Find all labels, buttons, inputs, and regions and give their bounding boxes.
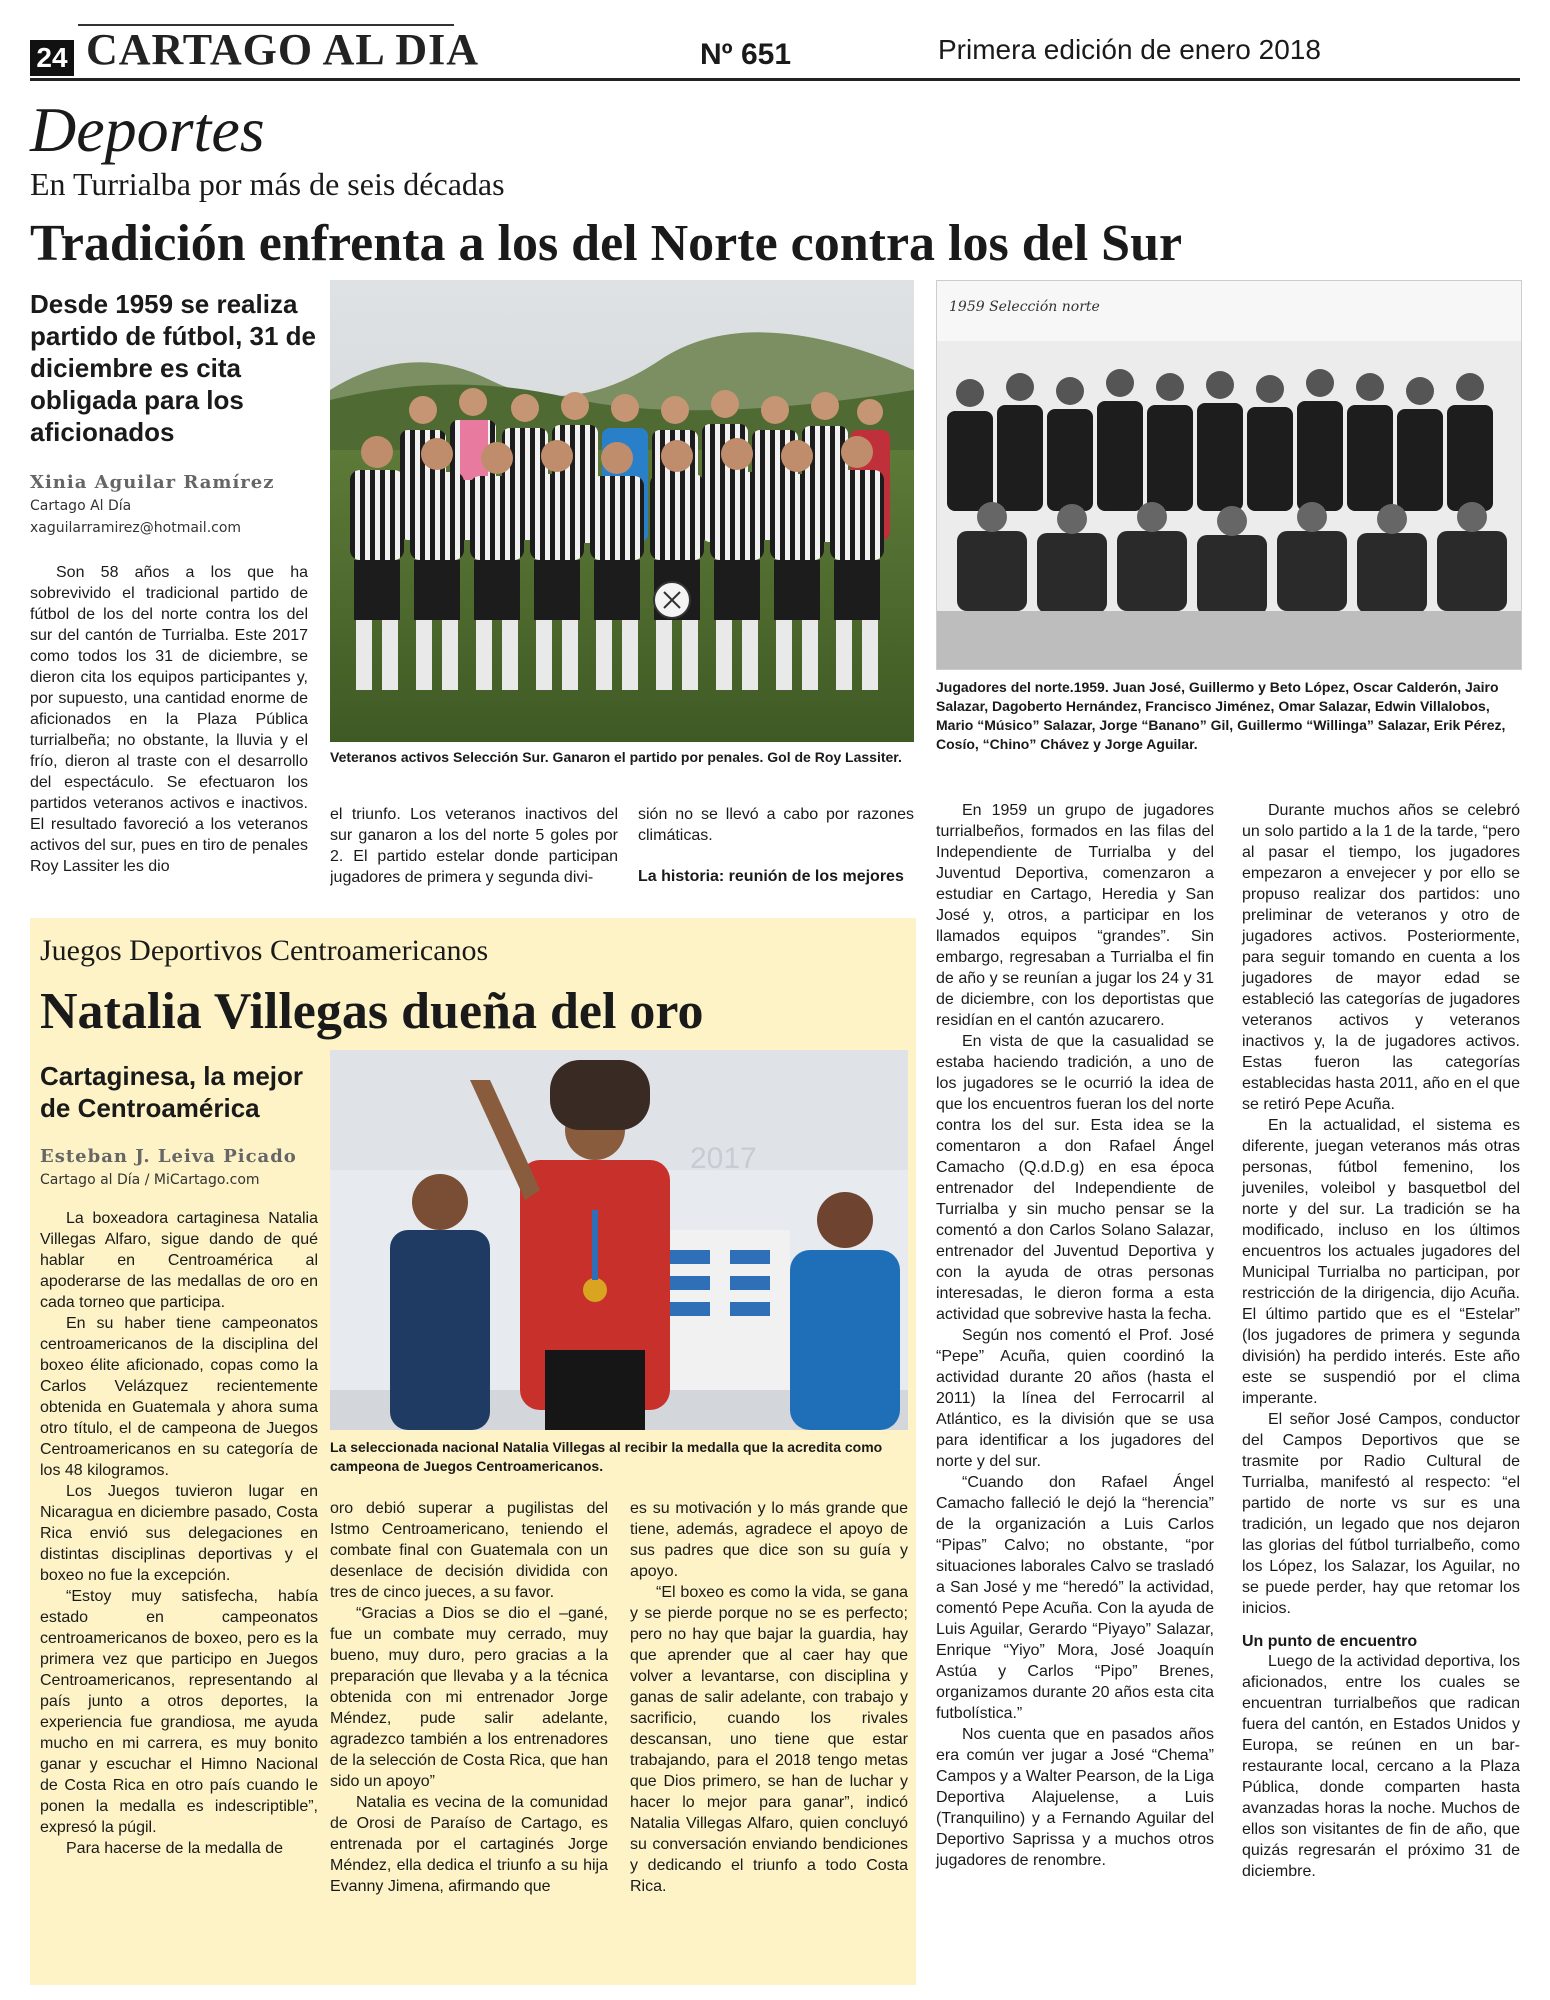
team-photo-sur-caption: Veteranos activos Selección Sur. Ganaron el partido por penales. Gol de Roy Lassiter. [330,749,902,765]
article1-paragraph: el triunfo. Los veteranos inactivos del sur ganaron a los del norte 5 goles por 2. El partido estelar donde participan jugadores de primera y segunda divi- [330,806,618,886]
article1-paragraph: Nos cuenta que en pasados años era común ver jugar a José “Chema” Campos y a Walter Pearson, de la Liga Deportiva Alajuelense, a Luis (Tranquilino) y a Fernando Aguilar del Deportivo Saprissa y a muchos otros jugadores de renombre. [936,1726,1214,1869]
section-subtitle: En Turrialba por más de seis décadas [30,166,505,202]
article1-email: xaguilarramirez@hotmail.com [30,520,242,536]
article2-deck: Cartaginesa, la mejor de Centroamérica [40,1061,303,1123]
article1-outlet: Cartago Al Día [30,498,132,514]
article2-paragraph: Para hacerse de la medalla de [66,1840,284,1857]
article1-deck: Desde 1959 se realiza partido de fútbol, 31 de diciembre es cita obligada para los aficionados [30,289,317,447]
article2-column-2 [330,1498,608,1897]
article2-column-1 [40,1208,318,1859]
article2-kicker: Juegos Deportivos Centroamericanos [40,934,489,967]
article1-paragraph: sión no se llevó a cabo por razones climáticas. [638,806,914,844]
article1-paragraph: Durante muchos años se celebró un solo partido a la 1 de la tarde, “pero al pasar el tiempo, los jugadores empezaron a envejecer y por ello se propuso realizar dos partidos: uno preliminar de veteranos y otro de jugadores activos. Posteriormente, para seguir tomando en cuenta a los jugadores de mayor edad se estableció las categorías de jugadores veteranos activos y veteranos inactivos y, la de jugadores activos. Estas fueron las categorías establecidas hasta 2011, año en el que se retiró Pepe Acuña. [1242,802,1520,1113]
team-photo-sur [330,280,914,742]
article1-headline: Tradición enfrenta a los del Norte contra los del Sur [30,215,1183,272]
podium-photo-caption: La seleccionada nacional Natalia Villegas al recibir la medalla que la acredita como campeona de Juegos Centroamericanos. [330,1439,883,1474]
article2-outlet: Cartago al Día / MiCartago.com [40,1172,260,1188]
edition-date: Primera edición de enero 2018 [938,34,1321,65]
article1-paragraph: El señor José Campos, conductor del Campos Deportivos que se trasmite por Radio Cultural de Turrialba, manifestó al respecto: “el partido de norte vs sur es una tradición, un legado que nos dejaron las glorias del fútbol turrialbeño, como los López, los Salazar, los Aguilar, no se puede perder, hay que retomar los inicios. [1242,1411,1520,1617]
page-number: 24 [30,40,74,76]
article2-paragraph: Los Juegos tuvieron lugar en Nicaragua en diciembre pasado, Costa Rica envió sus delegaciones en distintas disciplinas deportivas y el boxeo no fue la excepción. [40,1483,318,1584]
podium-photo [330,1050,908,1430]
photo-1959-inscription: 1959 Selección norte [949,299,1100,315]
team-photo-1959 [936,280,1522,670]
article1-paragraph: En la actualidad, el sistema es diferente, juegan veteranos más otras personas, fútbol femenino, los juveniles, voleibol y basquetbol del norte y del sur. La tradición se ha modificado, incluso en los últimos encuentros los actuales jugadores del Municipal Turrialba no participan, por restricción de la dirigencia, dijo Acuña. El último partido que es el “Estelar” (los jugadores de primera y segunda división) ha perdido interés. Este año este se suspendió por el clima imperante. [1242,1117,1520,1407]
article2-paragraph: En su haber tiene campeonatos centroamericanos de la disciplina del boxeo élite aficionado, copas como la Carlos Velázquez recientemente obtenida en Guatemala y ahora suma otro título, el de campeona de Juegos Centroamericanos en su categoría de los 48 kilogramos. [40,1315,318,1479]
article2-paragraph: “Estoy muy satisfecha, había estado en campeonatos centroamericanos de boxeo, pero es la primera vez que participo en Juegos Centroamericanos, representando al país junto a otros deportes, la experiencia fue grandiosa, me ayuda mucho en mi carrera, es muy bonito ganar y escuchar el Himno Nacional de Costa Rica en otro país cuando le ponen la medalla es indescriptible”, expresó la púgil. [40,1588,318,1836]
header-rule [30,78,1520,81]
article2-paragraph: es su motivación y lo más grande que tiene, además, agradece el apoyo de sus padres que dice son su guía y apoyo. [630,1500,908,1580]
article1-column-1 [30,562,308,908]
masthead-logo: CARTAGO AL DIA [86,25,480,74]
article2-headline: Natalia Villegas dueña del oro [40,983,704,1040]
article1-subhead-history: La historia: reunión de los mejores [638,868,904,885]
article1-column-5 [1242,800,1520,1882]
article2-paragraph: “El boxeo es como la vida, se gana y se pierde porque no se es perfecto; pero no hay que bajar la guardia, hay que aprender que al caer hay que volver a levantarse, con disciplina y ganas de salir adelante, con trabajo y sacrificio, cuando los rivales descansan, uno tiene que estar trabajando, para el 2018 tengo metas que Dios primero, se han de luchar y hacer lo mejor para ganar”, indicó Natalia Villegas Alfaro, quien concluyó su conversación enviando bendiciones y dedicando el triunfo a todo Costa Rica. [630,1584,908,1895]
team-photo-1959-caption: Jugadores del norte.1959. Juan José, Guillermo y Beto López, Oscar Calderón, Jairo Salazar, Dagoberto Hernández, Francisco Jiménez, Omar Salazar, Edwin Villalobos, Mario “Músico” Salazar, Jorge “Banano” Gil, Guillermo “Willinga” Salazar, Erik Pérez, Cosío, “Chino” Chávez y Jorge Aguilar. [936,679,1506,752]
article1-column-3 [638,804,914,886]
article1-paragraph: Luego de la actividad deportiva, los aficionados, entre los cuales se encuentran turrialbeños que radican fuera del cantón, en Estados Unidos y Europa, se reúnen en un bar-restaurante local, cercano a la Plaza Pública, donde comparten hasta avanzadas horas la noche. Muchos de ellos son visitantes de fin de año, que quizás regresarán el próximo 31 de diciembre. [1242,1653,1520,1880]
article1-subhead-meeting: Un punto de encuentro [1242,1633,1418,1650]
article2-author: Esteban J. Leiva Picado [40,1146,297,1167]
article1-paragraph: Son 58 años a los que ha sobrevivido el tradicional partido de fútbol de los del norte contra los del sur del cantón de Turrialba. Este 2017 como todos los 31 de diciembre, se dieron cita los equipos participantes y, por supuesto, una cantidad enorme de aficionados en la Plaza Pública turrialbeña; no obstante, la lluvia y el frío, dieron al traste con el desarrollo del espectáculo. Se efectuaron los partidos veteranos activos e inactivos. El resultado favoreció a los veteranos activos del sur, pues en tiro de penales Roy Lassiter les dio [30,564,308,875]
article1-paragraph: En vista de que la casualidad se estaba haciendo tradición, a uno de los jugadores se le ocurrió la idea de que los encuentros fueran los del norte contra los del sur. Esta idea se la comentaron a don Rafael Ángel Camacho (Q.d.D.g) en esa época entrenador del Independiente de Turrialba y sin mucho pensar se la comentó a don Carlos Solano Salazar, entrenador del Juventud Deportiva y con la ayuda de otras personas interesadas, le dieron forma a esta actividad que sobrevive hasta la fecha. [936,1033,1214,1323]
article1-column-4 [936,800,1214,1871]
article2-paragraph: Natalia es vecina de la comunidad de Orosi de Paraíso de Cartago, es entrenada por el cartaginés Jorge Méndez, ella dedica el triunfo a su hija Evanny Jimena, afirmando que [330,1794,608,1895]
article2-paragraph: La boxeadora cartaginesa Natalia Villegas Alfaro, sigue dando de qué hablar en Centroamérica al apoderarse de las medallas de oro en cada torneo que participa. [40,1210,318,1311]
article1-column-2 [330,804,618,900]
article2-paragraph: oro debió superar a pugilistas del Istmo Centroamericano, teniendo el combate final con Guatemala con un desenlace de decisión dividida con tres de cinco jueces, a su favor. [330,1500,608,1601]
issue-number: Nº 651 [700,38,792,71]
article1-author: Xinia Aguilar Ramírez [30,472,275,493]
article2-column-3 [630,1498,908,1897]
article2-paragraph: “Gracias a Dios se dio el –gané, fue un combate muy cerrado, muy bueno, muy duro, pero gracias a la preparación que llevaba y a la técnica obtenida con mi entrenador Jorge Méndez, pude salir adelante, agradezco también a los entrenadores de la selección de Costa Rica, que han sido un apoyo” [330,1605,608,1790]
podium-banner-year: 2017 [690,1142,757,1175]
article1-paragraph: Según nos comentó el Prof. José “Pepe” Acuña, quien coordinó la actividad durante 20 años (hasta el 2011) la línea del Ferrocarril al Atlántico, es la división que se usa para identificar a los jugadores del norte y del sur. [936,1327,1214,1470]
article1-paragraph: En 1959 un grupo de jugadores turrialbeños, formados en las filas del Independiente de Turrialba y del Juventud Deportiva, comenzaron a estudiar en Cartago, Heredia y San José y, otros, a participar en los llamados equipos “grandes”. Sin embargo, regresaban a Turrialba el fin de año y se reunían a jugar los 24 y 31 de diciembre, con los deportistas que residían en el cantón azucarero. [936,802,1214,1029]
section-title: Deportes [30,94,265,165]
article1-paragraph: “Cuando don Rafael Ángel Camacho falleció le dejó la “herencia” de la organización a Luis Carlos “Pipas” Calvo; no obstante, “por situaciones laborales Calvo se trasladó a San José y me “heredó” la actividad, comentó Pepe Acuña. Con la ayuda de Luis Aguilar, Gerardo “Piyayo” Salazar, Enrique “Yiyo” Mora, José Joaquín Astúa y Carlos “Pipo” Brenes, organizamos durante 20 años esta cita futbolística.” [936,1474,1214,1722]
